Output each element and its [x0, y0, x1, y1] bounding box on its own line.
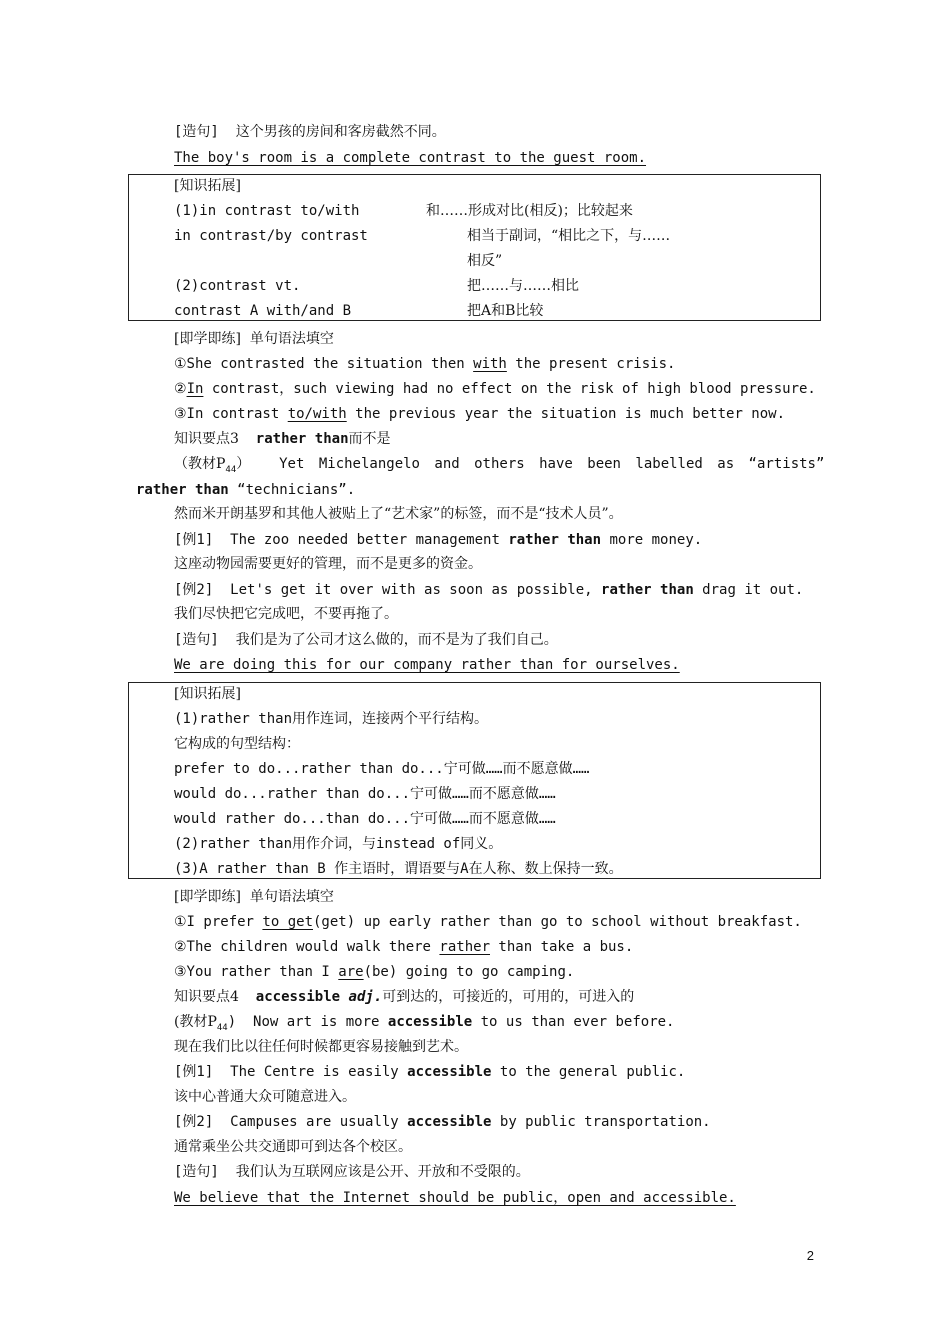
knowledge-box [128, 174, 821, 321]
box-line: prefer to do...rather than do...宁可做……而不愿意做…… [174, 761, 590, 777]
translation: 现在我们比以往任何时候都更容易接触到艺术。 [174, 1039, 468, 1055]
practice-sentence [174, 355, 675, 373]
sentence-text: ③You rather than I [174, 964, 339, 980]
sentence-text: the previous year the situation is much better now. [346, 406, 786, 422]
point-number: 知识要点3 [174, 431, 239, 447]
example-2-cn: 我们尽快把它完成吧，不要再拖了。 [174, 606, 398, 622]
answer-blank: In [186, 381, 204, 397]
sentence-text: (get) up early rather than go to school without breakfast. [313, 914, 802, 930]
box-row-right: 和……形成对比(相反)；比较起来 [426, 203, 633, 219]
zaoju-line [174, 123, 446, 141]
textbook-source-cont [136, 481, 355, 499]
source-page: 44 [225, 464, 237, 475]
sentence-text: ①She contrasted the situation then [174, 356, 474, 372]
sentence-text: contrast，such viewing had no effect on the risk of high blood pressure. [203, 381, 816, 397]
label: [例1] [174, 532, 214, 548]
point-heading [174, 988, 634, 1006]
box-line: would do...rather than do...宁可做……而不愿意做…… [174, 786, 556, 802]
sentence-text: ①I prefer [174, 914, 263, 930]
zaoju-answer: The boy's room is a complete contrast to the guest room. [174, 150, 647, 166]
box-line: 它构成的句型结构： [174, 736, 300, 752]
label: [造句] [174, 124, 219, 140]
box-row-right: 相反” [467, 253, 503, 269]
practice-sentence [174, 963, 574, 981]
example-2 [174, 1113, 711, 1131]
zaoju-chinese: 这个男孩的房间和客房截然不同。 [235, 124, 446, 140]
sentence-text: ② [174, 381, 187, 397]
sentence-text: ②The children would walk there [174, 939, 440, 955]
example-text: by public transportation. [491, 1114, 711, 1130]
example-text: more money. [601, 532, 703, 548]
answer-blank: to/with [287, 406, 347, 422]
example-1 [174, 531, 702, 549]
label: [即学即练] [174, 889, 241, 905]
example-text: Campuses are usually [230, 1114, 408, 1130]
label: [例2] [174, 582, 214, 598]
label: [造句] [174, 632, 219, 648]
zaoju-chinese: 我们认为互联网应该是公开、开放和不受限的。 [235, 1164, 530, 1180]
term: accessible [407, 1064, 492, 1080]
practice-title: 单句语法填空 [249, 889, 334, 905]
box-title: [知识拓展] [174, 686, 241, 702]
box-row-right: 把……与……相比 [467, 278, 579, 294]
box-row-left: (1)in contrast to/with [174, 203, 360, 219]
point-heading [174, 430, 391, 448]
textbook-source [174, 1013, 674, 1037]
page-number: 2 [806, 1248, 814, 1263]
practice-heading [174, 330, 334, 348]
point-number: 知识要点4 [174, 989, 239, 1005]
box-line: (3)A rather than B 作主语时，谓语要与A在人称、数上保持一致。 [174, 861, 623, 877]
zaoju-answer: We believe that the Internet should be public，open and accessible. [174, 1190, 736, 1206]
practice-title: 单句语法填空 [249, 331, 334, 347]
box-line: (1)rather than用作连词，连接两个平行结构。 [174, 711, 489, 727]
point-term: accessible [255, 989, 341, 1005]
box-title: [知识拓展] [174, 178, 241, 194]
label: [造句] [174, 1164, 219, 1180]
example-text: drag it out. [693, 582, 804, 598]
source-text: “technicians”. [228, 482, 356, 498]
answer-blank: to get [262, 914, 313, 930]
practice-sentence [174, 938, 633, 956]
term: accessible [387, 1014, 473, 1030]
point-meaning: 可到达的，可接近的，可用的，可进入的 [382, 989, 635, 1005]
box-row-left: (2)contrast vt. [174, 278, 301, 294]
term: rather than [601, 582, 694, 598]
sentence-text: ③In contrast [174, 406, 288, 422]
term: accessible [407, 1114, 492, 1130]
example-text: Let's get it over with as soon as possible, [230, 582, 602, 598]
source-text: ） Yet Michelangelo and others have been labelled as “artists” [236, 456, 825, 472]
example-1 [174, 1063, 685, 1081]
answer-blank: are [338, 964, 364, 980]
example-text: to the general public. [491, 1064, 686, 1080]
example-1-cn: 这座动物园需要更好的管理，而不是更多的资金。 [174, 556, 482, 572]
practice-sentence [174, 405, 785, 423]
example-text: The zoo needed better management [230, 532, 509, 548]
source-label: (教材P [174, 1014, 217, 1030]
label: [例2] [174, 1114, 214, 1130]
term: rather than [508, 532, 602, 548]
sentence-text: the present crisis. [506, 356, 676, 372]
practice-heading [174, 888, 334, 906]
box-row-left: in contrast/by contrast [174, 228, 368, 244]
source-label: （教材P [174, 456, 226, 472]
zaoju-chinese: 我们是为了公司才这么做的，而不是为了我们自己。 [235, 632, 558, 648]
box-row-right: 把A和B比较 [467, 303, 544, 319]
label: [例1] [174, 1064, 214, 1080]
term: rather than [136, 482, 229, 498]
sentence-text: (be) going to go camping. [363, 964, 575, 980]
example-2 [174, 581, 803, 599]
label: [即学即练] [174, 331, 241, 347]
zaoju-line [174, 631, 558, 649]
example-2-cn: 通常乘坐公共交通即可到达各个校区。 [174, 1139, 412, 1155]
translation: 然而米开朗基罗和其他人被贴上了“艺术家”的标签，而不是“技术人员”。 [174, 506, 623, 522]
part-of-speech: adj. [348, 989, 383, 1005]
zaoju-answer: We are doing this for our company rather than for ourselves. [174, 657, 680, 673]
source-text: to us than ever before. [472, 1014, 675, 1030]
answer-blank: rather [439, 939, 490, 955]
box-line: would rather do...than do...宁可做……而不愿意做…… [174, 811, 556, 827]
sentence-text: than take a bus. [490, 939, 634, 955]
zaoju-line [174, 1163, 530, 1181]
practice-sentence [174, 913, 802, 931]
point-term: rather than [255, 431, 349, 447]
source-text: ) Now art is more [227, 1014, 388, 1030]
answer-blank: with [473, 356, 507, 372]
box-row-right: 相当于副词，“相比之下，与…… [467, 228, 671, 244]
practice-sentence [174, 380, 816, 398]
point-meaning: 而不是 [348, 431, 391, 447]
box-line: (2)rather than用作介词，与instead of同义。 [174, 836, 503, 852]
example-1-cn: 该中心普通大众可随意进入。 [174, 1089, 356, 1105]
textbook-source [174, 455, 824, 479]
box-row-left: contrast A with/and B [174, 303, 352, 319]
source-page: 44 [216, 1022, 228, 1033]
example-text: The Centre is easily [230, 1064, 408, 1080]
